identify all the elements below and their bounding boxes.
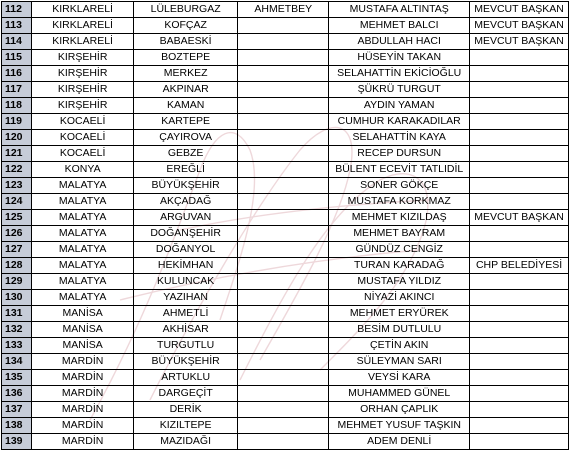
candidate-name-cell: MUSTAFA KORKMAZ [329, 194, 470, 210]
province-cell: KIRKLARELİ [32, 2, 134, 18]
town-cell [238, 434, 329, 450]
town-cell [238, 18, 329, 34]
town-cell [238, 274, 329, 290]
row-number-cell: 122 [2, 162, 32, 178]
town-cell [238, 210, 329, 226]
district-cell: EREĞLİ [134, 162, 238, 178]
candidate-name-cell: ÇETİN AKIN [329, 338, 470, 354]
district-cell: TURGUTLU [134, 338, 238, 354]
table-row [2, 338, 569, 354]
note-cell [470, 434, 569, 450]
note-cell [470, 338, 569, 354]
table-row [2, 146, 569, 162]
candidate-name-cell: HÜSEYİN TAKAN [329, 50, 470, 66]
district-cell: GEBZE [134, 146, 238, 162]
town-cell [238, 290, 329, 306]
province-cell: KIRKLARELİ [32, 18, 134, 34]
row-number-cell: 134 [2, 354, 32, 370]
table-body [2, 2, 569, 450]
town-cell [238, 322, 329, 338]
table-row [2, 274, 569, 290]
table-row [2, 402, 569, 418]
note-cell [470, 274, 569, 290]
town-cell [238, 418, 329, 434]
table-row [2, 306, 569, 322]
candidate-name-cell: MEHMET YUSUF TAŞKIN [329, 418, 470, 434]
town-cell [238, 306, 329, 322]
note-cell [470, 322, 569, 338]
town-cell [238, 50, 329, 66]
candidate-name-cell: ADEM DENLİ [329, 434, 470, 450]
table-row [2, 18, 569, 34]
district-cell: KAMAN [134, 98, 238, 114]
candidate-name-cell: NİYAZİ AKINCI [329, 290, 470, 306]
candidate-name-cell: SÜLEYMAN SARI [329, 354, 470, 370]
table-row [2, 2, 569, 18]
district-cell: BÜYÜKŞEHİR [134, 178, 238, 194]
row-number-cell: 125 [2, 210, 32, 226]
candidate-name-cell: MUHAMMED GÜNEL [329, 386, 470, 402]
town-cell [238, 66, 329, 82]
table-row [2, 194, 569, 210]
province-cell: MALATYA [32, 178, 134, 194]
candidate-name-cell: GÜNDÜZ CENGİZ [329, 242, 470, 258]
row-number-cell: 139 [2, 434, 32, 450]
province-cell: KIRŞEHİR [32, 82, 134, 98]
candidate-name-cell: ABDULLAH HACI [329, 34, 470, 50]
note-cell [470, 226, 569, 242]
candidate-name-cell: MEHMET BALCI [329, 18, 470, 34]
district-cell: LÜLEBURGAZ [134, 2, 238, 18]
table-row [2, 290, 569, 306]
candidate-name-cell: MUSTAFA YILDIZ [329, 274, 470, 290]
note-cell [470, 114, 569, 130]
town-cell [238, 338, 329, 354]
district-cell: AKPINAR [134, 82, 238, 98]
province-cell: MALATYA [32, 226, 134, 242]
row-number-cell: 124 [2, 194, 32, 210]
row-number-cell: 128 [2, 258, 32, 274]
candidate-name-cell: MEHMET BAYRAM [329, 226, 470, 242]
province-cell: MANİSA [32, 322, 134, 338]
province-cell: MARDİN [32, 386, 134, 402]
province-cell: KIRŞEHİR [32, 66, 134, 82]
note-cell [470, 82, 569, 98]
district-cell: YAZIHAN [134, 290, 238, 306]
candidate-name-cell: RECEP DURSUN [329, 146, 470, 162]
district-cell: MERKEZ [134, 66, 238, 82]
town-cell [238, 402, 329, 418]
province-cell: MARDİN [32, 418, 134, 434]
province-cell: MARDİN [32, 370, 134, 386]
note-cell [470, 290, 569, 306]
table-row [2, 98, 569, 114]
town-cell [238, 82, 329, 98]
note-cell: MEVCUT BAŞKAN [470, 34, 569, 50]
candidate-name-cell: SELAHATTİN EKİCİOĞLU [329, 66, 470, 82]
province-cell: MALATYA [32, 242, 134, 258]
district-cell: KIZILTEPE [134, 418, 238, 434]
row-number-cell: 121 [2, 146, 32, 162]
candidate-name-cell: MEHMET KIZILDAŞ [329, 210, 470, 226]
candidate-name-cell: CUMHUR KARAKADILAR [329, 114, 470, 130]
province-cell: KOCAELİ [32, 114, 134, 130]
table-row [2, 50, 569, 66]
row-number-cell: 135 [2, 370, 32, 386]
province-cell: MARDİN [32, 434, 134, 450]
note-cell [470, 130, 569, 146]
district-cell: DOĞANŞEHİR [134, 226, 238, 242]
candidate-name-cell: BÜLENT ECEVİT TATLIDİL [329, 162, 470, 178]
row-number-cell: 131 [2, 306, 32, 322]
note-cell: MEVCUT BAŞKAN [470, 210, 569, 226]
table-row [2, 82, 569, 98]
province-cell: MANİSA [32, 338, 134, 354]
town-cell [238, 194, 329, 210]
row-number-cell: 130 [2, 290, 32, 306]
district-cell: DARGEÇİT [134, 386, 238, 402]
row-number-cell: 113 [2, 18, 32, 34]
mayor-candidate-table [1, 1, 569, 450]
town-cell [238, 178, 329, 194]
province-cell: KONYA [32, 162, 134, 178]
row-number-cell: 123 [2, 178, 32, 194]
candidate-name-cell: ŞÜKRÜ TURGUT [329, 82, 470, 98]
table-row [2, 114, 569, 130]
note-cell [470, 178, 569, 194]
row-number-cell: 137 [2, 402, 32, 418]
note-cell [470, 50, 569, 66]
town-cell: AHMETBEY [238, 2, 329, 18]
province-cell: MALATYA [32, 274, 134, 290]
row-number-cell: 118 [2, 98, 32, 114]
town-cell [238, 130, 329, 146]
table-row [2, 178, 569, 194]
district-cell: BÜYÜKŞEHİR [134, 354, 238, 370]
row-number-cell: 132 [2, 322, 32, 338]
district-cell: BABAESKİ [134, 34, 238, 50]
row-number-cell: 112 [2, 2, 32, 18]
town-cell [238, 242, 329, 258]
province-cell: KIRŞEHİR [32, 50, 134, 66]
district-cell: AKHİSAR [134, 322, 238, 338]
district-cell: DOĞANYOL [134, 242, 238, 258]
candidate-name-cell: TURAN KARADAĞ [329, 258, 470, 274]
table-row [2, 386, 569, 402]
district-cell: ARGUVAN [134, 210, 238, 226]
district-cell: KOFÇAZ [134, 18, 238, 34]
town-cell [238, 386, 329, 402]
candidate-name-cell: BESİM DUTLULU [329, 322, 470, 338]
table-row [2, 354, 569, 370]
province-cell: KIRŞEHİR [32, 98, 134, 114]
candidate-name-cell: VEYSİ KARA [329, 370, 470, 386]
province-cell: KIRKLARELİ [32, 34, 134, 50]
candidate-name-cell: ORHAN ÇAPLIK [329, 402, 470, 418]
district-cell: AHMETLİ [134, 306, 238, 322]
candidate-name-cell: MEHMET ERYÜREK [329, 306, 470, 322]
note-cell: MEVCUT BAŞKAN [470, 2, 569, 18]
province-cell: MARDİN [32, 402, 134, 418]
table-row [2, 66, 569, 82]
note-cell [470, 354, 569, 370]
note-cell: MEVCUT BAŞKAN [470, 18, 569, 34]
row-number-cell: 126 [2, 226, 32, 242]
candidate-name-cell: AYDIN YAMAN [329, 98, 470, 114]
province-cell: MALATYA [32, 210, 134, 226]
note-cell [470, 402, 569, 418]
row-number-cell: 129 [2, 274, 32, 290]
district-cell: ARTUKLU [134, 370, 238, 386]
table-row [2, 322, 569, 338]
province-cell: MALATYA [32, 194, 134, 210]
province-cell: MALATYA [32, 258, 134, 274]
table-row [2, 210, 569, 226]
row-number-cell: 120 [2, 130, 32, 146]
province-cell: KOCAELİ [32, 146, 134, 162]
table-row [2, 242, 569, 258]
town-cell [238, 226, 329, 242]
note-cell [470, 162, 569, 178]
note-cell [470, 386, 569, 402]
table-row [2, 34, 569, 50]
province-cell: MARDİN [32, 354, 134, 370]
note-cell [470, 146, 569, 162]
district-cell: AKÇADAĞ [134, 194, 238, 210]
town-cell [238, 114, 329, 130]
district-cell: KARTEPE [134, 114, 238, 130]
district-cell: DERİK [134, 402, 238, 418]
table-row [2, 434, 569, 450]
table-row [2, 370, 569, 386]
row-number-cell: 114 [2, 34, 32, 50]
row-number-cell: 136 [2, 386, 32, 402]
note-cell [470, 306, 569, 322]
town-cell [238, 98, 329, 114]
row-number-cell: 117 [2, 82, 32, 98]
district-cell: KULUNCAK [134, 274, 238, 290]
table-row [2, 258, 569, 274]
note-cell [470, 66, 569, 82]
candidate-name-cell: MUSTAFA ALTINTAŞ [329, 2, 470, 18]
note-cell [470, 242, 569, 258]
town-cell [238, 146, 329, 162]
row-number-cell: 119 [2, 114, 32, 130]
province-cell: KOCAELİ [32, 130, 134, 146]
town-cell [238, 162, 329, 178]
town-cell [238, 370, 329, 386]
row-number-cell: 138 [2, 418, 32, 434]
table-row [2, 162, 569, 178]
row-number-cell: 127 [2, 242, 32, 258]
town-cell [238, 34, 329, 50]
province-cell: MALATYA [32, 290, 134, 306]
table-row [2, 130, 569, 146]
table-row [2, 226, 569, 242]
town-cell [238, 258, 329, 274]
district-cell: ÇAYIROVA [134, 130, 238, 146]
province-cell: MANİSA [32, 306, 134, 322]
candidate-name-cell: SONER GÖKÇE [329, 178, 470, 194]
town-cell [238, 354, 329, 370]
row-number-cell: 133 [2, 338, 32, 354]
district-cell: BOZTEPE [134, 50, 238, 66]
row-number-cell: 116 [2, 66, 32, 82]
note-cell [470, 194, 569, 210]
note-cell: CHP BELEDİYESİ [470, 258, 569, 274]
table-row [2, 418, 569, 434]
district-cell: MAZIDAĞI [134, 434, 238, 450]
note-cell [470, 98, 569, 114]
note-cell [470, 418, 569, 434]
row-number-cell: 115 [2, 50, 32, 66]
district-cell: HEKİMHAN [134, 258, 238, 274]
note-cell [470, 370, 569, 386]
candidate-name-cell: SELAHATTİN KAYA [329, 130, 470, 146]
